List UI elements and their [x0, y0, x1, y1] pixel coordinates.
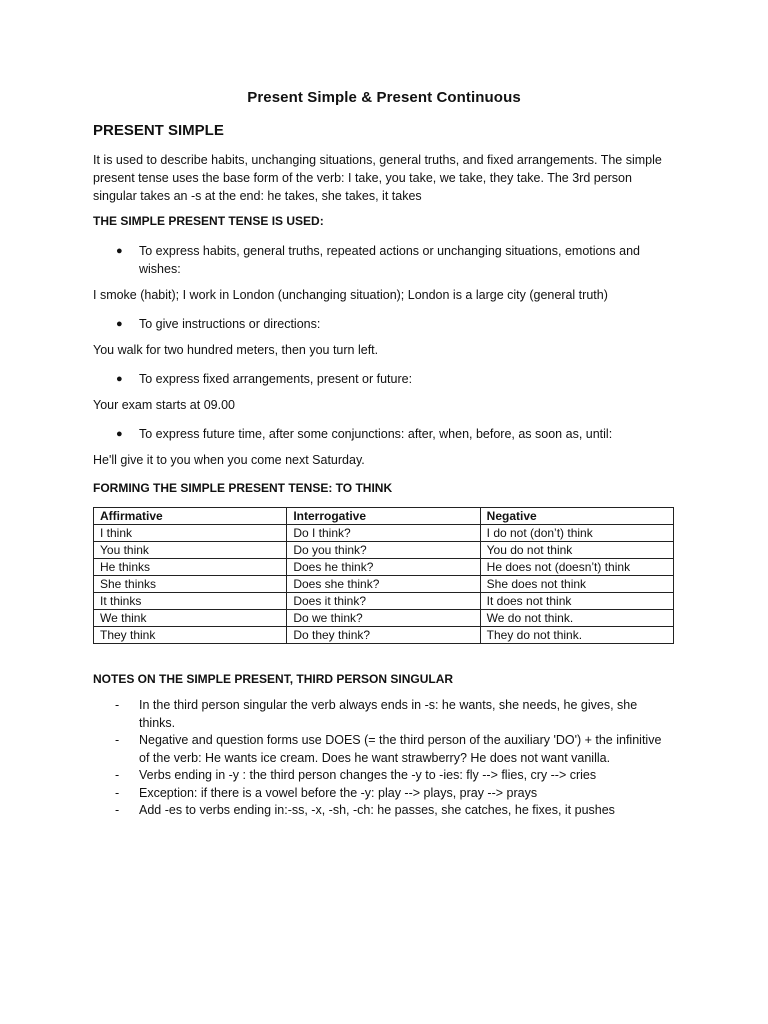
table-cell: You do not think: [480, 542, 673, 559]
used-heading: THE SIMPLE PRESENT TENSE IS USED:: [93, 214, 324, 228]
notes-list: [93, 697, 673, 820]
dash-icon: -: [115, 803, 120, 817]
table-cell: He thinks: [94, 559, 287, 576]
list-item: [93, 732, 673, 767]
conjugation-table: [93, 507, 674, 644]
note-text: In the third person singular the verb always ends in -s: he wants, she needs, he gives, she thinks.: [139, 698, 638, 730]
use-bullet-text: To express habits, general truths, repeated actions or unchanging situations, emotions and wishes:: [139, 244, 641, 276]
table-cell: We do not think.: [480, 610, 673, 627]
table-header-row: [94, 508, 674, 525]
use-bullet-text: To give instructions or directions:: [139, 317, 321, 331]
dash-icon: -: [115, 768, 120, 782]
table-row: [94, 559, 674, 576]
list-item: [93, 697, 673, 732]
use-bullet-2: [93, 315, 673, 333]
list-item: [93, 785, 673, 803]
table-cell: Does she think?: [287, 576, 480, 593]
notes-heading: NOTES ON THE SIMPLE PRESENT, THIRD PERSON SINGULAR: [93, 672, 454, 686]
table-cell: She does not think: [480, 576, 673, 593]
note-text: Negative and question forms use DOES (= the third person of the auxiliary 'DO') + the infinitive of the verb: He wants ice cream. Does he want strawberry? He does not want vanilla.: [139, 733, 662, 765]
note-text: Add -es to verbs ending in:-ss, -x, -sh, -ch: he passes, she catches, he fixes, it pushes: [139, 803, 615, 817]
note-text: Verbs ending in -y : the third person changes the -y to -ies: fly --> flies, cry --> cries: [139, 768, 597, 782]
table-cell: I think: [94, 525, 287, 542]
bullet-icon: ●: [116, 373, 123, 385]
dash-icon: -: [115, 733, 120, 747]
dash-icon: -: [115, 698, 120, 712]
table-header-cell: Affirmative: [94, 508, 287, 525]
table-cell: He does not (doesn’t) think: [480, 559, 673, 576]
table-cell: She thinks: [94, 576, 287, 593]
table-row: [94, 627, 674, 644]
table-cell: Do we think?: [287, 610, 480, 627]
table-cell: It thinks: [94, 593, 287, 610]
list-item: [93, 767, 673, 785]
table-row: [94, 576, 674, 593]
forming-heading: FORMING THE SIMPLE PRESENT TENSE: TO THINK: [93, 481, 393, 495]
table-cell: Do you think?: [287, 542, 480, 559]
list-item: [93, 802, 673, 820]
bullet-icon: ●: [116, 428, 123, 440]
table-cell: It does not think: [480, 593, 673, 610]
section-heading: PRESENT SIMPLE: [93, 122, 224, 139]
use-bullet-3: [93, 370, 673, 388]
table-cell: They think: [94, 627, 287, 644]
bullet-icon: ●: [116, 245, 123, 257]
table-header-cell: Interrogative: [287, 508, 480, 525]
document-title: Present Simple & Present Continuous: [247, 89, 521, 106]
use-example-1: I smoke (habit); I work in London (unchanging situation); London is a large city (general truth): [93, 288, 608, 302]
intro-paragraph: It is used to describe habits, unchanging situations, general truths, and fixed arrangements. The simple present tense uses the base form of the verb: I take, you take, we take, they take. The 3rd person singular takes an -s at the end: he takes, she takes, it takes: [93, 153, 662, 203]
table-cell: Does it think?: [287, 593, 480, 610]
use-example-3: Your exam starts at 09.00: [93, 398, 235, 412]
use-example-2: You walk for two hundred meters, then you turn left.: [93, 343, 379, 357]
table-row: [94, 525, 674, 542]
table-cell: I do not (don’t) think: [480, 525, 673, 542]
table-cell: They do not think.: [480, 627, 673, 644]
use-example-4: He'll give it to you when you come next Saturday.: [93, 453, 365, 467]
note-text: Exception: if there is a vowel before the -y: play --> plays, pray --> prays: [139, 785, 538, 800]
table-row: [94, 610, 674, 627]
table-cell: Do I think?: [287, 525, 480, 542]
use-bullet-text: To express fixed arrangements, present or future:: [139, 372, 413, 386]
table-cell: Do they think?: [287, 627, 480, 644]
table-row: [94, 593, 674, 610]
table-cell: We think: [94, 610, 287, 627]
use-bullet-text: To express future time, after some conjunctions: after, when, before, as soon as, until:: [139, 427, 613, 441]
table-cell: You think: [94, 542, 287, 559]
use-bullet-1: [93, 242, 673, 278]
table-cell: Does he think?: [287, 559, 480, 576]
use-bullet-4: [93, 425, 673, 443]
table-row: [94, 542, 674, 559]
table-header-cell: Negative: [480, 508, 673, 525]
dash-icon: -: [115, 785, 120, 800]
bullet-icon: ●: [116, 318, 123, 330]
